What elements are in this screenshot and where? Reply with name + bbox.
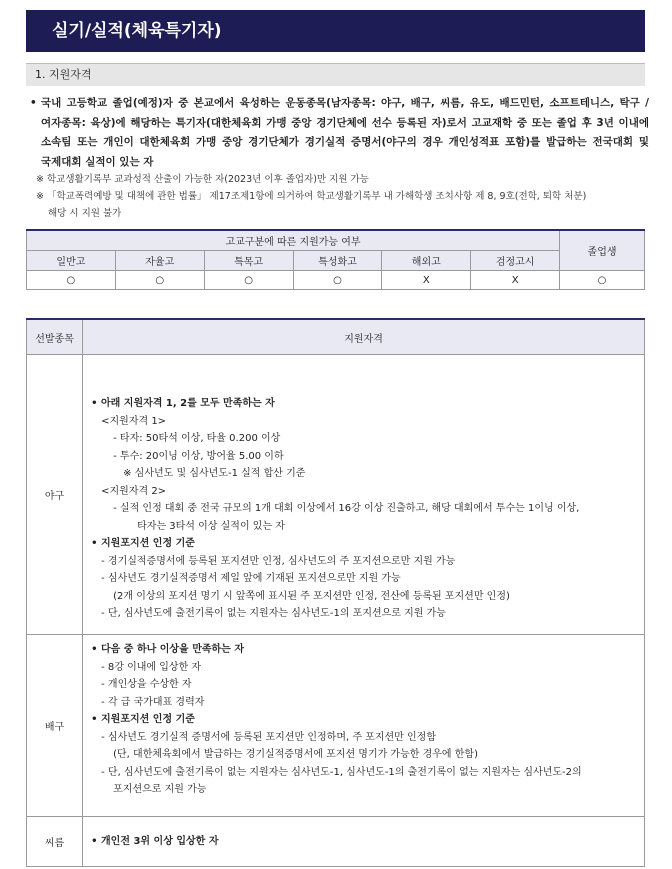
qualification-line: • 개인전 3위 이상 입상한 자 (91, 835, 219, 847)
note-1: ※ 학교생활기록부 교과성적 산출이 가능한 자(2023년 이후 졸업자)만 지원 가능 (36, 174, 369, 185)
qualification-line: • 지원포지션 인정 기준 (91, 538, 195, 549)
eligibility-cell: ○ (115, 271, 204, 290)
note-2: ※ 「학교폭력예방 및 대책에 관한 법률」 제17조제1항에 의거하여 학교생활기록부 내 가해학생 조치사항 제 8, 9호(전학, 퇴학 처분) (36, 191, 587, 202)
qualification-line: <지원자격 2> (101, 485, 167, 497)
eligibility-group-header: 고교구분에 따른 지원가능 여부 (27, 230, 560, 251)
sport-cell: 야구 (27, 355, 83, 635)
qualification-line: - 각 급 국가대표 경력자 (101, 696, 205, 708)
qualification-line: - 심사년도 경기실적 증명서에 등록된 포지션만 인정하며, 주 포지션만 인정함 (101, 731, 436, 743)
qualification-line: - 타자: 50타석 이상, 타율 0.200 이상 (113, 433, 281, 444)
qualification-line: - 심사년도 경기실적증명서 제일 앞에 기재된 포지션으로만 지원 가능 (101, 573, 401, 584)
table-row (27, 817, 645, 867)
graduate-header: 졸업생 (560, 230, 645, 271)
main-bullet-text: 국내 고등학교 졸업(예정)자 중 본교에서 육성하는 운동종목(남자종목: 야구, 배구, 씨름, 유도, 배드민턴, 소프트테니스, 탁구 / 여자종목: 육상)에 해당하는 특기자(대한체육회 가맹 중앙 경기단체에 선수 등록된 자)로서 고교재학 중 또는 졸업 후 3년 이내에 소속팀 또는 개인이 대한체육회 가맹 중앙 경기단체가 경기실적 증명서(야구의 경우 개인성적표 포함)를 발급하는 전국대회 및 국제대회 실적이 있는 자 (41, 97, 649, 168)
qualification-line: • 다음 중 하나 이상을 만족하는 자 (91, 644, 244, 655)
qualification-line: - 단, 심사년도에 출전기록이 없는 지원자는 심사년도-1의 포지션으로 지원 가능 (101, 608, 446, 619)
section-heading: 1. 지원자격 (26, 63, 645, 86)
sport-cell: 씨름 (27, 817, 83, 867)
qualification-line: - 실적 인정 대회 중 전국 규모의 1개 대회 이상에서 16강 이상 진출하고, 해당 대회에서 투수는 1이닝 이상, (113, 503, 580, 514)
qualification-table (26, 318, 645, 867)
qualification-line: ※ 심사년도 및 심사년도-1 실적 합산 기준 (123, 468, 306, 479)
qualification-line: 타자는 3타석 이상 실적이 있는 자 (137, 520, 285, 532)
qualification-line: (2개 이상의 포지션 명기 시 앞쪽에 표시된 주 포지션만 인정, 전산에 등록된 포지션만 인정) (113, 590, 510, 602)
qualification-line: - 투수: 20이닝 이상, 방어율 5.00 이하 (113, 450, 284, 462)
bullet-icon: • (30, 97, 37, 109)
page-title: 실기/실적(체육특기자) (26, 10, 645, 52)
qualification-line: - 개인상을 수상한 자 (101, 679, 192, 690)
col-header: 해외고 (382, 251, 471, 271)
qualification-header: 지원자격 (83, 319, 645, 355)
table-row (27, 355, 645, 635)
col-header: 자율고 (115, 251, 204, 271)
eligibility-table (26, 229, 645, 290)
eligibility-cell: ○ (27, 271, 116, 290)
eligibility-cell: ○ (204, 271, 293, 290)
qualification-line: - 8강 이내에 입상한 자 (101, 661, 202, 673)
col-header: 특목고 (204, 251, 293, 271)
qualification-line: • 지원포지션 인정 기준 (91, 714, 195, 725)
qualification-line: <지원자격 1> (101, 415, 167, 427)
eligibility-cell: X (471, 271, 560, 290)
sport-cell: 배구 (27, 635, 83, 817)
eligibility-cell: ○ (293, 271, 382, 290)
qualification-line: - 단, 심사년도에 출전기록이 없는 지원자는 심사년도-1, 심사년도-1의 출전기록이 없는 지원자는 심사년도-2의 (101, 766, 582, 778)
note-2-continued: 해당 시 지원 불가 (48, 208, 122, 219)
qualification-line: 포지션으로 지원 가능 (113, 784, 207, 795)
eligibility-cell: ○ (560, 271, 645, 290)
col-header: 검정고시 (471, 251, 560, 271)
qualification-cell (83, 817, 645, 867)
qualification-cell (83, 635, 645, 817)
col-header: 일반고 (27, 251, 116, 271)
qualification-line: - 경기실적증명서에 등록된 포지션만 인정, 심사년도의 주 포지션으로만 지원 가능 (101, 555, 456, 567)
col-header: 특성화고 (293, 251, 382, 271)
qualification-line: (단, 대한체육회에서 발급하는 경기실적증명서에 포지션 명기가 가능한 경우에 한함) (113, 749, 478, 760)
sport-header: 선발종목 (27, 319, 83, 355)
qualification-line: • 아래 지원자격 1, 2를 모두 만족하는 자 (91, 398, 275, 409)
qualification-cell (83, 355, 645, 635)
eligibility-cell: X (382, 271, 471, 290)
table-row (27, 635, 645, 817)
